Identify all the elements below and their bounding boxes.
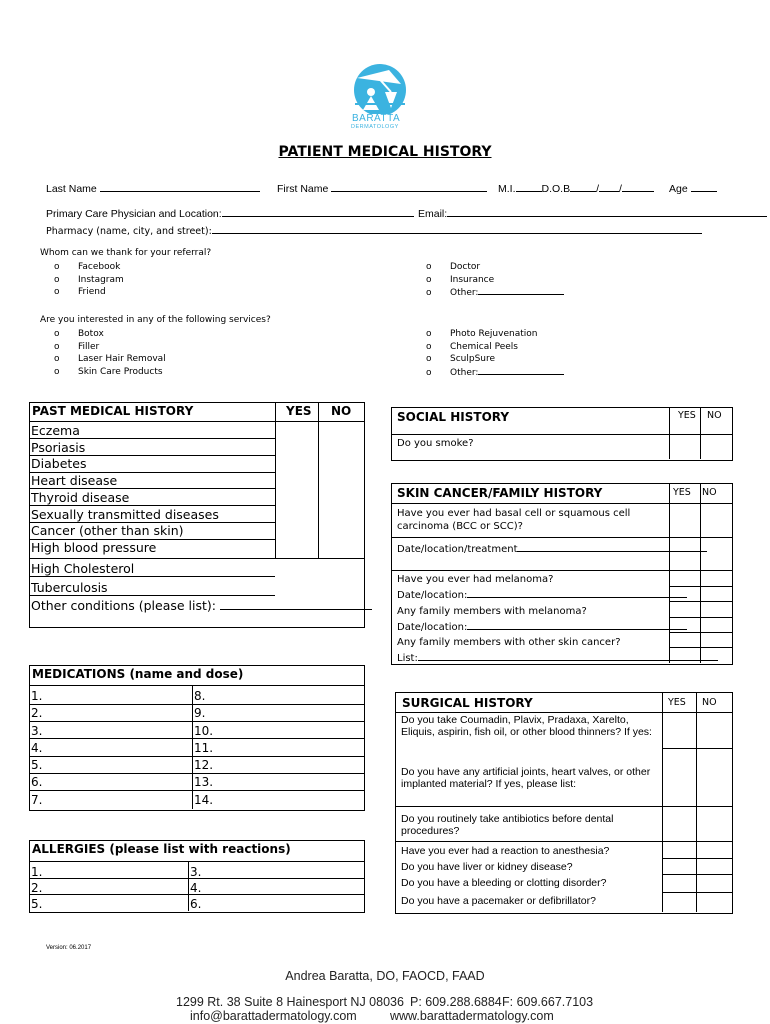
referral-option[interactable]: o Instagram [54, 274, 124, 285]
first-name-field[interactable] [277, 181, 487, 195]
referral-question: Whom can we thank for your referral? [40, 248, 212, 258]
family-skin-cancer-question: Any family members with other skin cancer? [397, 637, 621, 649]
footer-email[interactable]: info@barattadermatology.com [190, 1009, 357, 1023]
condition-row: Tuberculosis [31, 579, 108, 595]
footer-phone: P: 609.288.6884 [410, 995, 502, 1009]
services-right-options [426, 328, 564, 379]
pmh-yes-header: YES [286, 404, 312, 418]
skin-no-header: NO [702, 487, 717, 498]
service-option[interactable]: o Skin Care Products [54, 366, 163, 377]
email-label: Email: [418, 208, 448, 220]
surgical-history-heading: SURGICAL HISTORY [402, 696, 533, 710]
last-name-label: Last Name [46, 183, 97, 195]
surgical-yes-header: YES [668, 697, 686, 708]
footer-fax: F: 609.667.7103 [502, 995, 594, 1009]
family-melanoma-question: Any family members with melanoma? [397, 605, 587, 617]
social-no-header: NO [707, 410, 722, 421]
past-medical-heading: PAST MEDICAL HISTORY [32, 404, 194, 418]
surgical-no-header: NO [702, 697, 717, 708]
anesthesia-question: Have you ever had a reaction to anesthesia? [401, 845, 610, 857]
logo-sub: DERMATOLOGY [351, 124, 399, 130]
condition-row: High blood pressure [31, 539, 157, 555]
bcc-detail-line[interactable] [517, 541, 707, 552]
allergies-heading: ALLERGIES (please list with reactions) [32, 842, 291, 856]
referral-option[interactable]: o Friend [54, 287, 106, 297]
referral-option[interactable]: o Facebook [54, 262, 121, 272]
mi-line[interactable] [516, 181, 542, 192]
pharmacy-field[interactable] [46, 223, 702, 237]
pcp-label: Primary Care Physician and Location: [46, 208, 222, 220]
service-option[interactable]: o Filler [54, 341, 100, 352]
condition-row: Psoriasis [31, 439, 86, 455]
dob-month-line[interactable] [570, 181, 596, 192]
other-conditions-line[interactable] [220, 597, 372, 610]
pharmacy-line[interactable] [212, 223, 702, 234]
blood-thinner-question: Do you take Coumadin, Plavix, Pradaxa, Xarelto, Eliquis, aspirin, fish oil, or other blood thinners? If yes: [401, 714, 652, 738]
skin-yes-header: YES [673, 487, 691, 498]
age-label: Age [669, 183, 688, 195]
family-melanoma-date-line[interactable] [467, 619, 687, 630]
referral-option[interactable]: o Insurance [426, 274, 495, 285]
service-option[interactable]: o Laser Hair Removal [54, 354, 166, 364]
service-other-line[interactable] [478, 366, 564, 375]
dob-day-line[interactable] [599, 181, 619, 192]
pmh-no-header: NO [331, 404, 352, 418]
logo [345, 62, 415, 132]
referral-right-options [426, 261, 564, 300]
condition-row: Thyroid disease [31, 489, 130, 505]
condition-row: Cancer (other than skin) [31, 523, 184, 539]
footer-address: 1299 Rt. 38 Suite 8 Hainesport NJ 08036 [176, 995, 404, 1009]
implant-question: Do you have any artificial joints, heart valves, or other implanted material? If yes, please list: [401, 766, 651, 790]
logo-mark [345, 62, 415, 114]
social-history-heading: SOCIAL HISTORY [397, 410, 510, 424]
service-option[interactable]: o Other: [426, 366, 564, 380]
antibiotics-question: Do you routinely take antibiotics before dental procedures? [401, 813, 614, 837]
service-option[interactable]: o Botox [54, 329, 104, 339]
email-field[interactable] [418, 206, 767, 220]
family-skin-cancer-list[interactable]: List: [397, 650, 718, 666]
age-line[interactable] [691, 181, 717, 192]
family-melanoma-date[interactable]: Date/location: [397, 619, 718, 635]
medications-right-column[interactable]: 8. 9. 10. 11. 12. 13. 14. [194, 689, 214, 807]
dob-label: D.O.B [541, 183, 571, 195]
referral-option[interactable]: o Other: [426, 286, 564, 300]
referral-option[interactable]: o Doctor [426, 262, 481, 272]
allergies-right-column[interactable]: 3. 4. 6. [190, 865, 202, 911]
version-label: Version: 06.2017 [46, 945, 92, 951]
service-option[interactable]: o Photo Rejuvenation [426, 329, 538, 339]
age-field[interactable] [669, 181, 717, 195]
mi-label: M.I. [498, 183, 516, 195]
condition-row: High Cholesterol [31, 561, 135, 576]
medications-heading: MEDICATIONS (name and dose) [32, 667, 244, 681]
email-line[interactable] [447, 206, 767, 217]
liver-kidney-question: Do you have liver or kidney disease? [401, 861, 573, 873]
allergies-left-column[interactable]: 1. 2. 5. [31, 865, 43, 911]
first-name-line[interactable] [331, 181, 487, 192]
pcp-field[interactable] [46, 206, 414, 220]
mi-dob-field[interactable]: M.I. D.O.B / / [498, 181, 654, 195]
condition-row: Other conditions (please list): [31, 597, 372, 616]
service-option[interactable]: o Chemical Peels [426, 341, 518, 352]
first-name-label: First Name [277, 183, 329, 195]
services-question: Are you interested in any of the following services? [40, 315, 271, 325]
bcc-detail[interactable]: Date/location/treatment [397, 541, 707, 555]
page-title: PATIENT MEDICAL HISTORY [278, 144, 492, 160]
last-name-field[interactable] [46, 181, 260, 195]
last-name-line[interactable] [100, 181, 260, 192]
referral-left-options [54, 261, 124, 299]
pcp-line[interactable] [222, 206, 414, 217]
bcc-question: Have you ever had basal cell or squamous cell carcinoma (BCC or SCC)? [397, 508, 631, 532]
skin-cancer-heading: SKIN CANCER/FAMILY HISTORY [397, 486, 603, 500]
melanoma-question: Have you ever had melanoma? [397, 574, 554, 585]
pmh-conditions [31, 423, 219, 557]
footer-website[interactable]: www.barattadermatology.com [390, 1009, 554, 1023]
family-skin-cancer-list-line[interactable] [418, 650, 718, 661]
pharmacy-label: Pharmacy (name, city, and street): [46, 226, 212, 237]
service-option[interactable]: o SculpSure [426, 354, 496, 364]
logo-name: BARATTA [352, 113, 401, 124]
condition-row: Heart disease [31, 473, 118, 489]
pmh-conditions-2 [31, 560, 372, 616]
smoke-question: Do you smoke? [397, 438, 474, 449]
pacemaker-question: Do you have a pacemaker or defibrillator? [401, 895, 596, 907]
condition-row: Sexually transmitted diseases [31, 506, 219, 522]
services-left-options [54, 328, 166, 378]
medications-left-column[interactable]: 1. 2. 3. 4. 5. 6. 7. [31, 689, 43, 807]
referral-other-line[interactable] [478, 286, 564, 295]
dob-year-line[interactable] [622, 181, 654, 192]
melanoma-date[interactable]: Date/location: [397, 587, 718, 603]
condition-row: Eczema [31, 423, 80, 438]
condition-row: Diabetes [31, 456, 87, 472]
social-yes-header: YES [678, 410, 696, 421]
melanoma-date-line[interactable] [467, 587, 687, 598]
footer-doctor: Andrea Baratta, DO, FAOCD, FAAD [285, 969, 485, 983]
bleeding-question: Do you have a bleeding or clotting disorder? [401, 877, 607, 889]
